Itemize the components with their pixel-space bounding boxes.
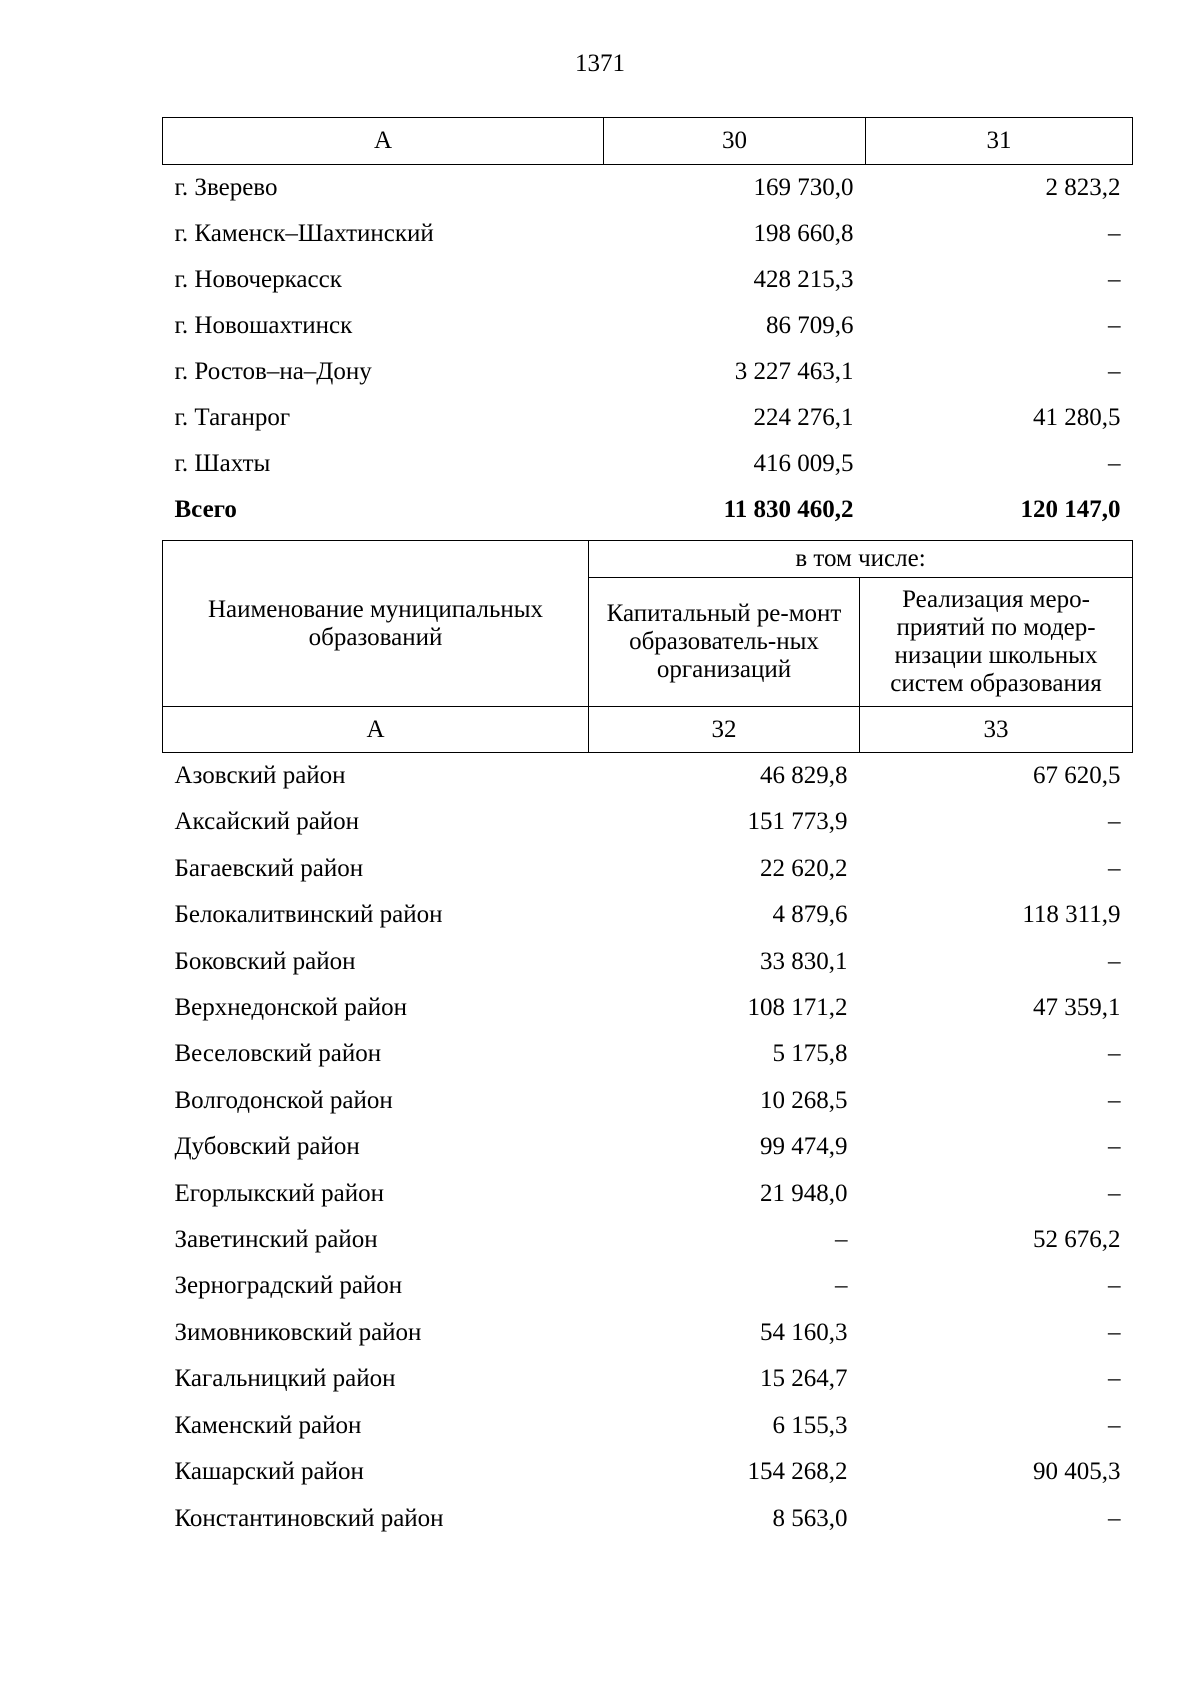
value-col-33: – — [1108, 1365, 1121, 1393]
municipality-name-header: Наименование муниципальных образований — [163, 541, 589, 707]
municipality-name: Белокалитвинский район — [174, 901, 443, 929]
value-col-33: – — [1108, 1318, 1121, 1346]
table-row — [163, 1403, 1133, 1449]
value-col-33: – — [1108, 1411, 1121, 1439]
value-col-32: 33 830,1 — [760, 947, 848, 975]
value-col-33: 47 359,1 — [1033, 994, 1121, 1022]
value-col-33: 90 405,3 — [1033, 1458, 1121, 1486]
value-col-30: 3 227 463,1 — [734, 358, 854, 385]
value-col-30: 428 215,3 — [753, 266, 854, 293]
municipality-name: Егорлыкский район — [174, 1179, 384, 1207]
value-col-30: 416 009,5 — [753, 450, 854, 477]
value-col-30: 198 660,8 — [753, 220, 854, 247]
municipality-name: Кагальницкий район — [174, 1365, 396, 1393]
value-col-33: – — [1108, 1040, 1121, 1068]
value-col-33: – — [1108, 1133, 1121, 1161]
municipality-name: г. Зверево — [174, 174, 278, 201]
table-row — [163, 1171, 1133, 1217]
municipality-name: Азовский район — [174, 762, 346, 789]
municipality-name: г. Ростов–на–Дону — [174, 358, 372, 385]
value-col-32: – — [835, 1226, 848, 1254]
table-row — [163, 1263, 1133, 1309]
table-header-row — [163, 541, 1133, 578]
column-header-modernization: Реализация меро-приятий по модер-низации школьных систем образования — [860, 578, 1133, 707]
column-header-31: 31 — [866, 118, 1133, 165]
value-col-32: 4 879,6 — [772, 901, 848, 929]
table-row — [163, 1449, 1133, 1495]
municipality-name: г. Шахты — [174, 450, 271, 477]
table-row — [163, 892, 1133, 938]
table-row — [163, 1310, 1133, 1356]
municipality-name: г. Новочеркасск — [174, 266, 342, 293]
table-row — [163, 257, 1133, 303]
column-index-a: А — [163, 707, 589, 753]
municipality-name: Аксайский район — [174, 808, 360, 836]
table-row — [163, 753, 1133, 800]
value-col-33: – — [1108, 854, 1121, 882]
municipality-name: Заветинский район — [174, 1226, 378, 1254]
value-col-30: 86 709,6 — [766, 312, 854, 339]
municipality-name: Верхнедонской район — [174, 994, 407, 1022]
value-col-32: 99 474,9 — [760, 1133, 848, 1161]
table-row — [163, 1496, 1133, 1542]
municipality-name: г. Новошахтинск — [174, 312, 353, 339]
value-col-31: 2 823,2 — [1045, 174, 1121, 201]
municipality-name: г. Каменск–Шахтинский — [174, 220, 434, 247]
value-col-30: 224 276,1 — [753, 404, 854, 431]
municipality-name: Кашарский район — [174, 1458, 364, 1486]
municipality-name: Зимовниковский район — [174, 1318, 422, 1346]
budget-table-lower — [162, 540, 1133, 1542]
value-col-32: 5 175,8 — [772, 1040, 848, 1068]
value-col-30: 169 730,0 — [753, 174, 854, 201]
column-header-30: 30 — [604, 118, 866, 165]
value-col-32: 8 563,0 — [772, 1504, 848, 1532]
municipality-name: Веселовский район — [174, 1040, 382, 1068]
table-row — [163, 939, 1133, 985]
budget-table-upper — [162, 117, 1133, 533]
municipality-name: Каменский район — [174, 1411, 362, 1439]
value-col-32: 10 268,5 — [760, 1086, 848, 1114]
value-col-32: 15 264,7 — [760, 1365, 848, 1393]
table-row — [163, 985, 1133, 1031]
value-col-33: – — [1108, 808, 1121, 836]
value-col-32: 21 948,0 — [760, 1179, 848, 1207]
value-col-32: 151 773,9 — [747, 808, 848, 836]
municipality-name: Волгодонской район — [174, 1086, 393, 1114]
page-number: 1371 — [575, 50, 625, 77]
value-col-31: – — [1108, 450, 1121, 477]
group-header-including: в том числе: — [589, 541, 1133, 578]
value-col-33: 118 311,9 — [1022, 901, 1121, 929]
table-row — [163, 799, 1133, 845]
value-col-31: 41 280,5 — [1033, 404, 1121, 431]
table-row — [163, 1031, 1133, 1077]
value-col-32: 54 160,3 — [760, 1318, 848, 1346]
total-label: Всего — [174, 496, 237, 523]
column-header-a: А — [163, 118, 604, 165]
table-row — [163, 441, 1133, 487]
column-header-capital-repair: Капитальный ре-монт образователь-ных организаций — [589, 578, 860, 707]
municipality-name: Боковский район — [174, 947, 356, 975]
table-row — [163, 1217, 1133, 1263]
value-col-32: – — [835, 1272, 848, 1300]
column-index-33: 33 — [860, 707, 1133, 753]
value-col-33: – — [1108, 1272, 1121, 1300]
municipality-name: Багаевский район — [174, 854, 364, 882]
municipality-name: Зерноградский район — [174, 1272, 403, 1300]
municipality-name: Константиновский район — [174, 1504, 444, 1532]
value-col-32: 108 171,2 — [747, 994, 848, 1022]
table-row — [163, 303, 1133, 349]
total-col-30: 11 830 460,2 — [723, 496, 854, 523]
table-header-row — [163, 118, 1133, 165]
value-col-33: – — [1108, 947, 1121, 975]
value-col-33: – — [1108, 1504, 1121, 1532]
table-row — [163, 1356, 1133, 1402]
table-row — [163, 165, 1133, 212]
value-col-33: – — [1108, 1086, 1121, 1114]
value-col-32: 46 829,8 — [760, 762, 848, 789]
table-row — [163, 395, 1133, 441]
table-row — [163, 211, 1133, 257]
municipality-name: г. Таганрог — [174, 404, 291, 431]
table-row — [163, 1078, 1133, 1124]
value-col-33: – — [1108, 1179, 1121, 1207]
value-col-31: – — [1108, 266, 1121, 293]
municipality-name: Дубовский район — [174, 1133, 360, 1161]
value-col-31: – — [1108, 312, 1121, 339]
total-row — [163, 487, 1133, 533]
value-col-31: – — [1108, 220, 1121, 247]
value-col-33: 52 676,2 — [1033, 1226, 1121, 1254]
table-row — [163, 846, 1133, 892]
value-col-32: 154 268,2 — [747, 1458, 848, 1486]
total-col-31: 120 147,0 — [1020, 496, 1121, 523]
table-row — [163, 349, 1133, 395]
value-col-32: 6 155,3 — [772, 1411, 848, 1439]
value-col-31: – — [1108, 358, 1121, 385]
value-col-32: 22 620,2 — [760, 854, 848, 882]
table-row — [163, 1124, 1133, 1170]
table-column-index-row — [163, 707, 1133, 753]
column-index-32: 32 — [589, 707, 860, 753]
value-col-33: 67 620,5 — [1033, 762, 1121, 789]
